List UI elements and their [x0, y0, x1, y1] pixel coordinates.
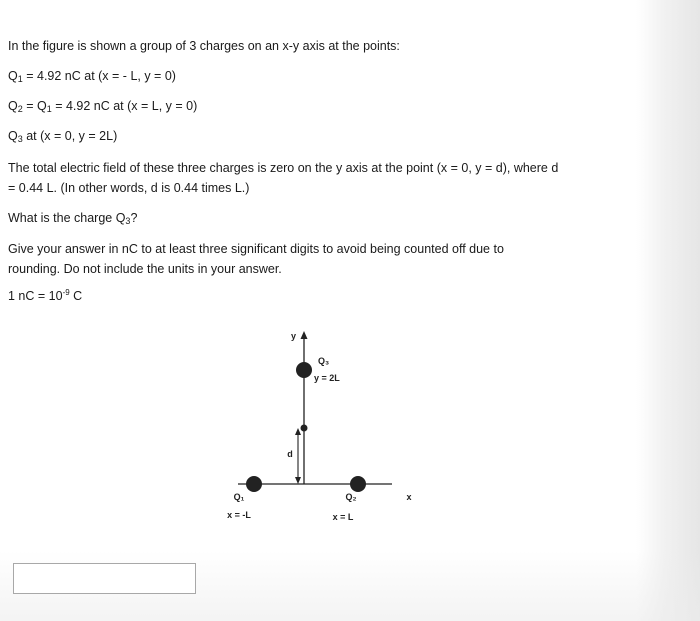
d-arrow-top — [295, 428, 301, 435]
q2-text: = 4.92 nC at (x = L, y = 0) — [51, 99, 198, 113]
q3-label: Q₃ — [318, 356, 330, 366]
unit-suffix: C — [69, 289, 83, 303]
ask-sub: 3 — [125, 216, 131, 226]
ask-prefix: What is the charge Q — [8, 211, 126, 225]
page-edge-shadow — [636, 0, 700, 621]
q2-line — [8, 98, 197, 116]
q2-sub2: 1 — [46, 104, 52, 114]
ask-line — [8, 210, 137, 228]
intro-line: In the figure is shown a group of 3 charges on an x-y axis at the points: — [8, 39, 400, 53]
instruction-line-2: rounding. Do not include the units in your answer. — [8, 262, 282, 276]
q2-mid: = Q — [22, 99, 47, 113]
unit-exponent: -9 — [62, 288, 70, 297]
unit-prefix: 1 nC = 10 — [8, 289, 63, 303]
q2-position-label: x = L — [332, 512, 354, 522]
q1-position-label: x = -L — [227, 510, 251, 520]
y-axis-label: y — [290, 331, 296, 341]
q1-charge — [246, 476, 262, 492]
q2-symbol: Q — [8, 99, 18, 113]
field-line-2: = 0.44 L. (In other words, d is 0.44 times L.) — [8, 181, 250, 195]
q3-sub: 3 — [17, 134, 23, 144]
q1-symbol: Q — [8, 69, 18, 83]
q1-label: Q₁ — [233, 492, 245, 502]
q3-text: at (x = 0, y = 2L) — [22, 129, 118, 143]
q2-charge — [350, 476, 366, 492]
q3-line — [8, 128, 117, 146]
q3-charge — [296, 362, 312, 378]
charge-diagram — [180, 322, 440, 527]
x-axis-label: x — [406, 492, 412, 502]
unit-line — [8, 288, 82, 304]
y-axis-arrow — [301, 331, 308, 339]
q1-line — [8, 68, 176, 86]
q3-position-label: y = 2L — [314, 373, 340, 383]
q1-sub: 1 — [17, 74, 23, 84]
d-arrow-bottom — [295, 477, 301, 484]
q2-label: Q₂ — [345, 492, 357, 502]
q1-text: = 4.92 nC at (x = - L, y = 0) — [22, 69, 176, 83]
answer-input[interactable] — [13, 563, 196, 594]
q3-symbol: Q — [8, 129, 18, 143]
instruction-line-1: Give your answer in nC to at least three significant digits to avoid being counted off due to — [8, 242, 504, 256]
field-line-1: The total electric field of these three charges is zero on the y axis at the point (x = 0, y = d), where d — [8, 161, 559, 175]
ask-suffix: ? — [130, 211, 138, 225]
q2-sub: 2 — [17, 104, 23, 114]
d-label: d — [287, 449, 293, 459]
point-d-marker — [301, 425, 308, 432]
